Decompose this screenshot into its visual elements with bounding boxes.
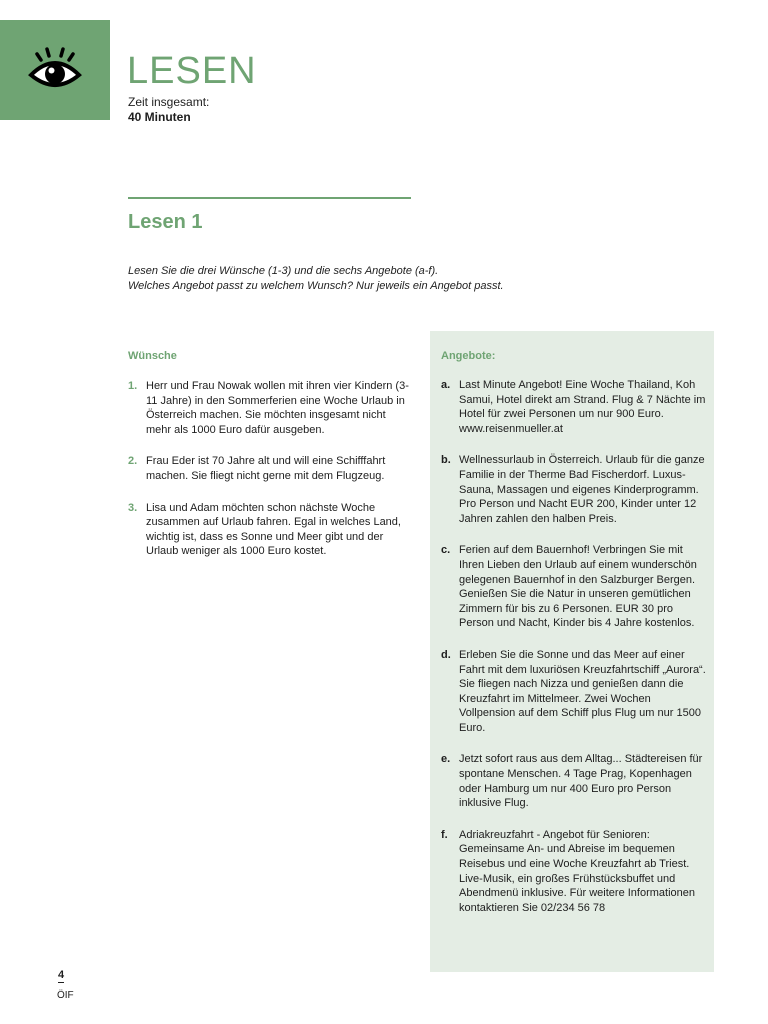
offer-text: Erleben Sie die Sonne und das Meer auf einer Fahrt mit dem luxuriösen Kreuzfahrtschiff „Aurora“. Sie fliegen nach Nizza und genießen dann die Kreuzfahrt im Mittelmeer. Zwei Wochen Vollpension auf dem Schiff plus Flug um nur 1500 Euro. — [459, 648, 706, 734]
eye-icon — [28, 47, 82, 93]
total-time-label: Zeit insgesamt: — [128, 95, 210, 109]
wish-text: Lisa und Adam möchten schon nächste Woche zusammen auf Urlaub fahren. Egal in welches Land, wichtig ist, dass es Sonne und Meer gibt und der Urlaub weniger als 1000 Euro kostet. — [146, 501, 401, 558]
instruction-line-2: Welches Angebot passt zu welchem Wunsch? Nur jeweils ein Angebot passt. — [128, 279, 504, 292]
wish-item — [128, 501, 413, 559]
offer-letter: b. — [441, 454, 451, 467]
wishes-list — [128, 379, 413, 559]
wishes-column — [128, 349, 413, 559]
page-number: 4 — [58, 969, 65, 981]
publisher-label: ÖIF — [57, 990, 74, 1001]
offer-text: Adriakreuzfahrt - Angebot für Senioren: Gemeinsame An- und Abreise im bequemen Reisebus und eine Woche Kreuzfahrt ab Triest. Live-Musik, ein großes Frühstücksbuffet und Abendmenü inklusive. Für weitere Informationen kontaktieren Sie 02/234 56 78 — [459, 828, 696, 914]
wish-text: Herr und Frau Nowak wollen mit ihren vier Kindern (3-11 Jahre) in den Sommerferien eine Woche Urlaub in Österreich machen. Sie möchten insgesamt nicht mehr als 1000 Euro dafür ausgeben. — [146, 380, 409, 436]
wish-item — [128, 379, 413, 437]
wishes-heading: Wünsche — [128, 350, 177, 362]
wish-number: 2. — [128, 455, 138, 468]
wish-number: 1. — [128, 380, 138, 392]
offer-text: Last Minute Angebot! Eine Woche Thailand, Koh Samui, Hotel direkt am Strand. Flug & 7 Nächte im Hotel für zwei Personen um nur 900 Euro. www.reisenmueller.at — [459, 379, 706, 435]
offer-item — [441, 378, 706, 436]
instruction-line-1: Lesen Sie die drei Wünsche (1-3) und die sechs Angebote (a-f). — [128, 265, 439, 277]
offer-item — [441, 453, 706, 526]
header-icon-box — [0, 20, 110, 120]
total-time-value: 40 Minuten — [128, 110, 191, 124]
wish-text: Frau Eder ist 70 Jahre alt und will eine Schifffahrt machen. Sie fliegt nicht gerne mit dem Flugzeug. — [146, 455, 386, 482]
offer-letter: e. — [441, 753, 451, 766]
offer-letter: a. — [441, 379, 451, 391]
wish-item — [128, 454, 413, 483]
offers-column — [441, 349, 706, 915]
offer-item — [441, 828, 706, 916]
page-title: LESEN — [127, 50, 257, 92]
offers-heading: Angebote: — [441, 350, 496, 362]
section-divider — [128, 197, 411, 199]
offer-text: Ferien auf dem Bauernhof! Verbringen Sie mit Ihren Lieben den Urlaub auf einem wunderschön gelegenen Bauernhof in den Salzburger Bergen. Genießen Sie die Natur in unseren gemütlichen Zimmern für bis zu 6 Personen. EUR 30 pro Person und Nacht, Kinder bis 4 Jahre kostenlos. — [459, 544, 697, 630]
offer-text: Jetzt sofort raus aus dem Alltag... Städtereisen für spontane Menschen. 4 Tage Prag, Kopenhagen oder Hamburg um nur 400 Euro pro Person inklusive Flug. — [459, 753, 703, 810]
offer-item — [441, 752, 706, 810]
offer-letter: f. — [441, 828, 448, 841]
offer-letter: d. — [441, 648, 451, 661]
offers-panel — [430, 331, 714, 972]
offer-item — [441, 648, 706, 736]
offers-list — [441, 378, 706, 915]
offer-letter: c. — [441, 544, 451, 557]
wish-number: 3. — [128, 501, 138, 514]
offer-item — [441, 543, 706, 631]
offer-text: Wellnessurlaub in Österreich. Urlaub für die ganze Familie in der Therme Bad Fischerdorf. Luxus-Sauna, Massagen und eigenes Kinderprogramm. Pro Person und Nacht EUR 200, Kinder unter 12 Jahren zahlen den halben Preis. — [459, 454, 705, 525]
section-title: Lesen 1 — [128, 211, 203, 233]
instructions — [128, 264, 648, 293]
